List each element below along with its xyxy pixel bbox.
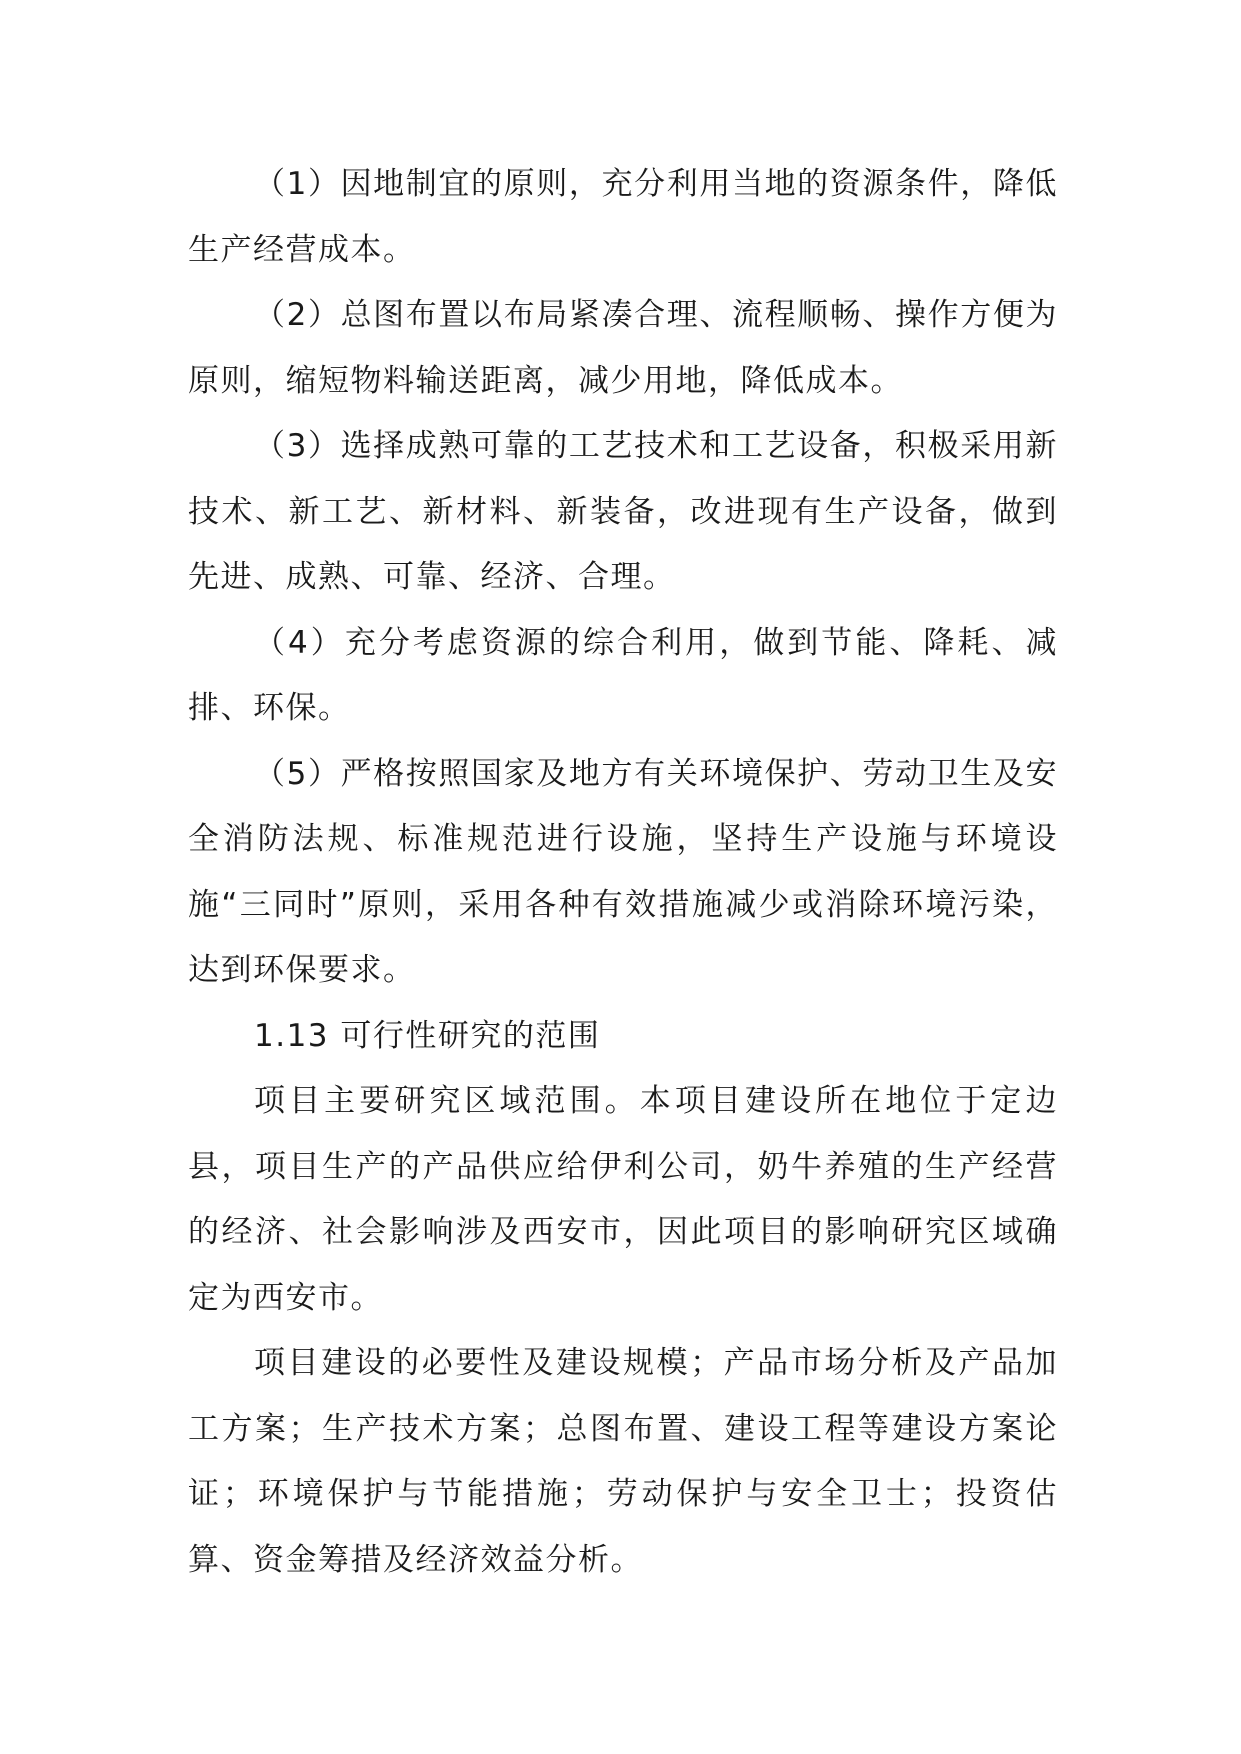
scope-content-paragraph: 项目建设的必要性及建设规模；产品市场分析及产品加工方案；生产技术方案；总图布置、建设工程等建设方案论证；环境保护与节能措施；劳动保护与安全卫士；投资估算、资金筹措及经济效益分析。 <box>188 1345 1058 1578</box>
principle-5-paragraph: （5）严格按照国家及地方有关环境保护、劳动卫生及安全消防法规、标准规范进行设施，坚持生产设施与环境设施“三同时”原则，采用各种有效措施减少或消除环境污染，达到环保要求。 <box>188 755 1058 988</box>
scope-region-paragraph: 项目主要研究区域范围。本项目建设所在地位于定边县，项目生产的产品供应给伊利公司，奶牛养殖的生产经营的经济、社会影响涉及西安市，因此项目的影响研究区域确定为西安市。 <box>188 1083 1058 1316</box>
document-body <box>188 152 1058 1593</box>
section-heading: 1.13 可行性研究的范围 <box>254 1017 601 1054</box>
principle-3-paragraph: （3）选择成熟可靠的工艺技术和工艺设备，积极采用新技术、新工艺、新材料、新装备，改进现有生产设备，做到先进、成熟、可靠、经济、合理。 <box>188 428 1058 595</box>
principle-2-paragraph: （2）总图布置以布局紧凑合理、流程顺畅、操作方便为原则，缩短物料输送距离，减少用地，降低成本。 <box>188 297 1058 399</box>
principle-1-paragraph: （1）因地制宜的原则，充分利用当地的资源条件，降低生产经营成本。 <box>188 166 1058 268</box>
principle-4-paragraph: （4）充分考虑资源的综合利用，做到节能、降耗、减排、环保。 <box>188 624 1058 726</box>
